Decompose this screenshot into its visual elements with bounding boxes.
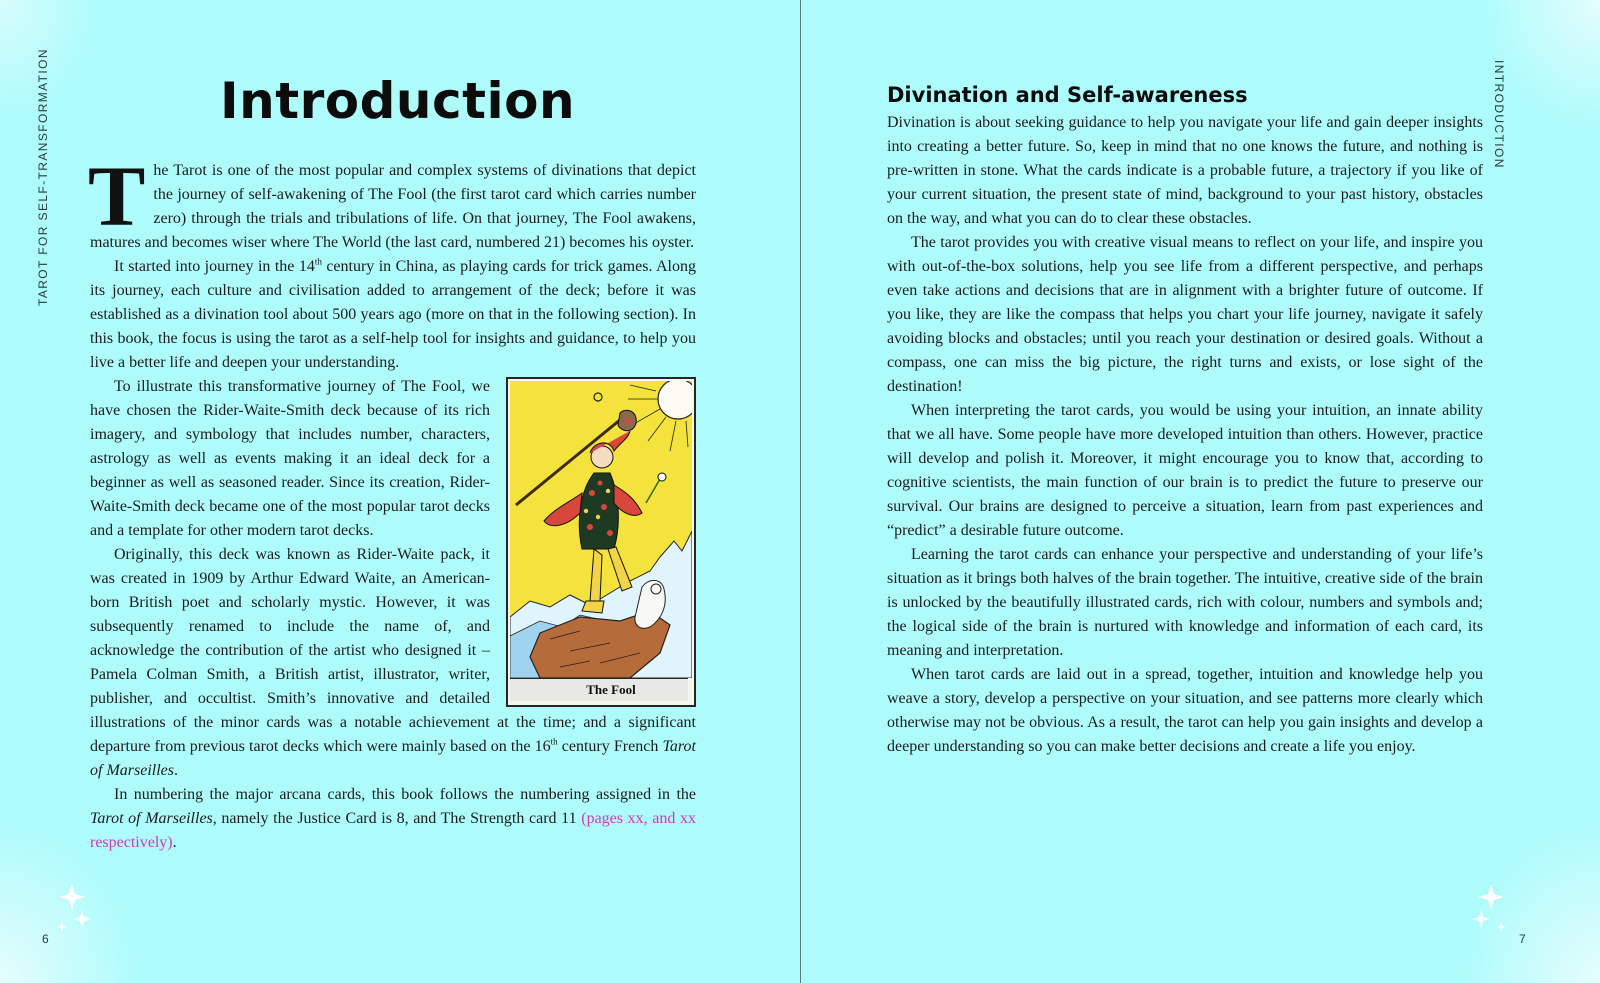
paragraph-5-text-a: In numbering the major arcana cards, this book follows the numbering assigned in the bbox=[114, 786, 696, 803]
sparkle-icon bbox=[52, 884, 96, 940]
fool-card-illustration bbox=[510, 381, 692, 678]
drop-cap: T bbox=[88, 148, 146, 244]
page-title: Introduction bbox=[220, 72, 576, 130]
paragraph-4-text-a: Originally, this deck was known as Rider-Waite pack, it was created in 1909 by Arthur Edward Waite, an American-born British poet and scholarly mystic. However, it was subsequently renamed to include the name of, and acknowledge the contribution of the artist who designed it – Pamela Colman Smith, a British artist, illustrator, writer, publisher, and occultist. Smith’s innovative and detailed illustrations of the minor cards was a notable achievement at the time; and a significant departure from previous tarot decks which were mainly based on the 16 bbox=[90, 546, 696, 755]
page-number-right: 7 bbox=[1519, 932, 1526, 946]
running-head-left: TAROT FOR SELF-TRANSFORMATION bbox=[36, 48, 50, 306]
running-head-right: INTRODUCTION bbox=[1492, 60, 1506, 169]
paragraph: When interpreting the tarot cards, you would be using your intuition, an innate ability that we all have. Some people have more developed intuition than others. However, practice will develop and polish it. Moreover, it might encourage you to know that, according to cognitive scientists, the main function of our brain is to predict the future to preserve our survival. Our brains are designed to perceive a situation, learn from past experiences and “predict” a desirable future outcome. bbox=[887, 402, 1483, 539]
right-body-text bbox=[887, 111, 1483, 759]
superscript-th: th bbox=[550, 736, 558, 747]
paragraph-2-text-b: century in China, as playing cards for trick games. Along its journey, each culture and civilisation added to arrangement of the deck; before it was established as a divination tool about 500 years ago (more on that in the following section). In this book, the focus is using the tarot as a self-help tool for insights and guidance, to help you live a better life and deepen your understanding. bbox=[90, 258, 697, 371]
paragraph-4-text-b: century French bbox=[557, 738, 663, 755]
paragraph: When tarot cards are laid out in a spread, together, intuition and knowledge help you weave a story, develop a perspective on your situation, and see patterns more clearly which otherwise may not be obvious. As a result, the tarot can help you gain insights and develop a deeper understanding so you can make better decisions and create a life you enjoy. bbox=[887, 666, 1483, 755]
superscript-th: th bbox=[314, 256, 322, 267]
paragraph: Learning the tarot cards can enhance your perspective and understanding of your life’s situation as it brings both halves of the brain together. The intuitive, creative side of the brain is unlocked by the beautifully illustrated cards, rich with colour, numbers and symbols and; the logical side of the brain is nurtured with knowledge and information of each card, its meaning and interpretation. bbox=[887, 546, 1483, 659]
paragraph-2 bbox=[90, 255, 696, 375]
italic-title: Tarot of Marseilles bbox=[90, 738, 696, 779]
paragraph-3-text: To illustrate this transformative journey of The Fool, we have chosen the Rider-Waite-Smith deck because of its rich imagery, and symbology that includes number, characters, astrology as well as events making it an ideal deck for a beginner as well as seasoned reader. Since its creation, Rider-Waite-Smith deck became one of the most popular tarot decks and a template for other modern tarot decks. bbox=[90, 378, 490, 539]
fool-card-figure bbox=[506, 377, 696, 707]
italic-title: Tarot of Marseilles bbox=[90, 810, 213, 827]
paragraph-5-text-b: , namely the Justice Card is 8, and The Strength card 11 bbox=[212, 810, 582, 827]
intro-text: he Tarot is one of the most popular and complex systems of divinations that depict the journey of self-awakening of The Fool (the first tarot card which carries number zero) through the trials and tribulations of life. On that journey, The Fool awakens, matures and becomes wiser where The World (the last card, numbered 21) becomes his oyster. bbox=[90, 162, 696, 251]
paragraph-2-text-a: It started into journey in the 14 bbox=[114, 258, 315, 275]
paragraph: The tarot provides you with creative visual means to reflect on your life, and inspire you with out-of-the-box solutions, help you see life from a different perspective, and perhaps even take actions and decisions that are in alignment with a brighter future of outcome. If you like, they are like the compass that helps you chart your life journey, navigate it safely avoiding blocks and obstacles; until you reach your destination or desired goals. Without a compass, one can miss the big picture, the right turns and exists, or lose sight of the destination! bbox=[887, 234, 1483, 395]
card-caption: The Fool bbox=[510, 678, 688, 701]
page-reference-link[interactable]: (pages xx, and xx respectively) bbox=[90, 810, 697, 851]
paragraph: Divination is about seeking guidance to help you navigate your life and gain deeper insights into creating a better future. So, keep in mind that no one knows the future, and nothing is pre-written in stone. What the cards indicate is a probable future, a trajectory if you like of your current situation, the present state of mind, background to your past history, obstacles on the way, and what you can do to clear these obstacles. bbox=[887, 114, 1483, 227]
intro-paragraph bbox=[88, 148, 696, 255]
paragraph-5-text-c: . bbox=[172, 834, 177, 851]
paragraph-4-text-c: . bbox=[174, 762, 178, 779]
section-heading: Divination and Self-awareness bbox=[887, 83, 1248, 107]
paragraph-5 bbox=[90, 783, 696, 855]
right-page bbox=[801, 0, 1600, 983]
sparkle-icon bbox=[1469, 884, 1513, 940]
page-number-left: 6 bbox=[42, 932, 49, 946]
left-body-text bbox=[88, 148, 697, 855]
